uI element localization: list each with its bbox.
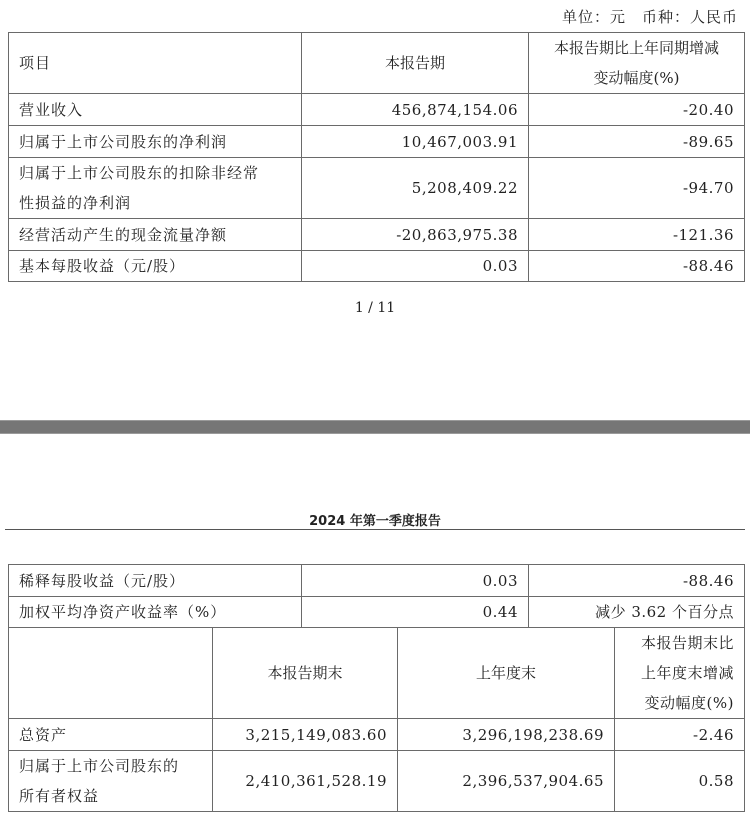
table-row [9,751,745,812]
header-rule [5,529,745,530]
row-current: 0.03 [302,565,529,597]
row-prev-year-end: 2,396,537,904.65 [398,751,615,812]
table-row [9,597,745,628]
row-item: 经营活动产生的现金流量净额 [9,219,302,251]
header-change-line3: 变动幅度(%) [644,694,734,712]
header-item: 项目 [9,33,302,94]
eps-roe-table [8,564,745,628]
header-item [9,628,213,719]
row-item-line1: 归属于上市公司股东的扣除非经常 [19,164,260,182]
table-row [9,719,745,751]
header-change-line1: 本报告期比上年同期增减 [553,39,719,57]
row-item: 营业收入 [9,94,302,126]
row-item: 归属于上市公司股东的净利润 [9,126,302,158]
row-current: 0.03 [302,251,529,282]
row-change: -88.46 [529,565,745,597]
header-period-end: 本报告期末 [213,628,398,719]
table-row [9,126,745,158]
table-row [9,158,745,219]
row-item: 总资产 [9,719,213,751]
header-current-period: 本报告期 [302,33,529,94]
table-row [9,94,745,126]
row-period-end: 3,215,149,083.60 [213,719,398,751]
row-change: 0.58 [615,751,745,812]
row-item-line2: 性损益的净利润 [19,194,132,212]
key-financials-table [8,32,745,282]
header-prev-year-end: 上年度末 [398,628,615,719]
row-period-end: 2,410,361,528.19 [213,751,398,812]
row-item-line1: 归属于上市公司股东的 [19,757,180,775]
row-item [9,751,213,812]
row-change: -20.40 [529,94,745,126]
row-change: -89.65 [529,126,745,158]
row-current: 10,467,003.91 [302,126,529,158]
header-change-line2: 上年度末增减 [640,664,734,682]
page-number: 1 / 11 [354,300,396,316]
document-header: 2024 年第一季度报告 [309,514,441,529]
table-row [9,565,745,597]
header-change [615,628,745,719]
header-change-line2: 变动幅度(%) [593,69,680,87]
unit-currency-note: 单位：元 币种：人民币 [561,8,738,26]
row-current: 5,208,409.22 [302,158,529,219]
row-change: -88.46 [529,251,745,282]
row-prev-year-end: 3,296,198,238.69 [398,719,615,751]
header-change-line1: 本报告期末比 [640,634,734,652]
row-item [9,158,302,219]
row-item: 加权平均净资产收益率（%） [9,597,302,628]
balance-table [8,627,745,812]
row-current: 0.44 [302,597,529,628]
row-current: -20,863,975.38 [302,219,529,251]
row-current: 456,874,154.06 [302,94,529,126]
table-header-row [9,628,745,719]
row-item: 稀释每股收益（元/股） [9,565,302,597]
row-change: -94.70 [529,158,745,219]
row-change: -121.36 [529,219,745,251]
row-item-line2: 所有者权益 [19,787,100,805]
row-change: 减少 3.62 个百分点 [529,597,745,628]
page-separator [0,420,750,434]
table-row [9,219,745,251]
row-change: -2.46 [615,719,745,751]
table-header-row [9,33,745,94]
row-item: 基本每股收益（元/股） [9,251,302,282]
table-row [9,251,745,282]
header-change [529,33,745,94]
